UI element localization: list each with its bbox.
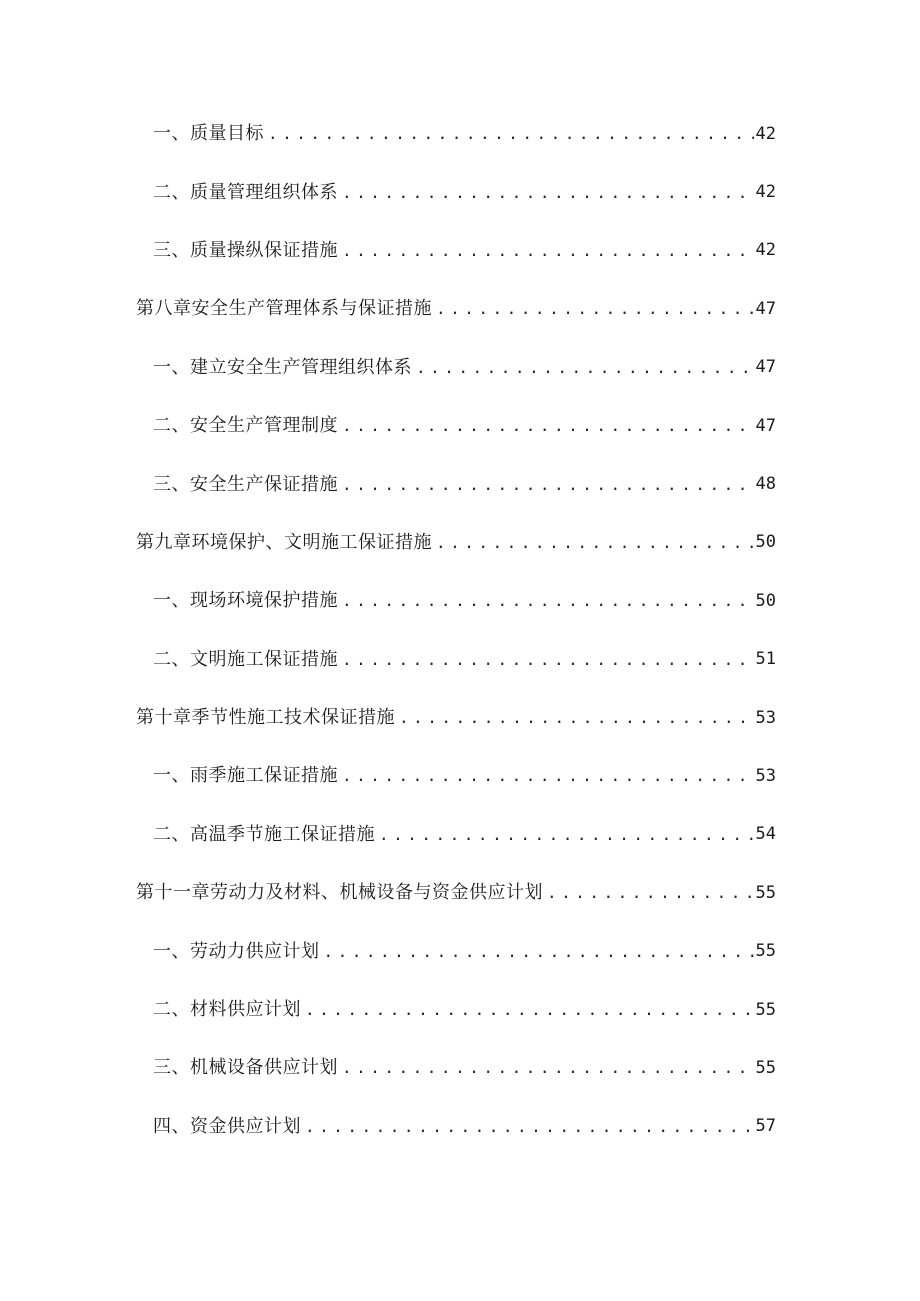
toc-entry-title: 第十章季节性施工技术保证措施 bbox=[136, 707, 395, 729]
toc-entry-title: 二、高温季节施工保证措施 bbox=[153, 823, 375, 845]
toc-section-entry[interactable] bbox=[0, 922, 776, 980]
toc-entry-title: 二、文明施工保证措施 bbox=[153, 648, 338, 670]
toc-chapter-entry[interactable] bbox=[0, 514, 776, 572]
toc-entry-page-number: 53 bbox=[755, 707, 776, 728]
dot-leader bbox=[342, 418, 754, 434]
toc-entry-page-number: 51 bbox=[755, 649, 776, 670]
dot-leader bbox=[305, 1119, 754, 1135]
toc-section-entry[interactable] bbox=[0, 163, 776, 221]
toc-entry-title: 二、质量管理组织体系 bbox=[153, 181, 338, 203]
toc-section-entry[interactable] bbox=[0, 1098, 776, 1156]
toc-section-entry[interactable] bbox=[0, 631, 776, 689]
dot-leader bbox=[305, 1002, 754, 1018]
toc-chapter-entry[interactable] bbox=[0, 280, 776, 338]
toc-entry-title: 三、机械设备供应计划 bbox=[153, 1057, 338, 1079]
toc-section-entry[interactable] bbox=[0, 455, 776, 513]
dot-leader bbox=[324, 944, 754, 960]
toc-entry-title: 第十一章劳动力及材料、机械设备与资金供应计划 bbox=[136, 882, 543, 904]
dot-leader bbox=[268, 126, 754, 142]
dot-leader bbox=[342, 768, 754, 784]
toc-entry-title: 一、劳动力供应计划 bbox=[153, 940, 320, 962]
dot-leader bbox=[342, 593, 754, 609]
toc-entry-page-number: 47 bbox=[755, 357, 776, 378]
toc-entry-page-number: 50 bbox=[755, 590, 776, 611]
toc-entry-page-number: 57 bbox=[755, 1116, 776, 1137]
dot-leader bbox=[436, 301, 754, 317]
toc-entry-page-number: 50 bbox=[755, 532, 776, 553]
toc-entry-title: 一、质量目标 bbox=[153, 123, 264, 145]
dot-leader bbox=[416, 360, 754, 376]
toc-chapter-entry[interactable] bbox=[0, 689, 776, 747]
toc-section-entry[interactable] bbox=[0, 222, 776, 280]
toc-entry-title: 三、安全生产保证措施 bbox=[153, 473, 338, 495]
toc-entry-page-number: 55 bbox=[755, 882, 776, 903]
toc-entry-title: 第九章环境保护、文明施工保证措施 bbox=[136, 531, 432, 553]
toc-entry-page-number: 48 bbox=[755, 474, 776, 495]
dot-leader bbox=[342, 477, 754, 493]
toc-entry-page-number: 53 bbox=[755, 765, 776, 786]
toc-entry-page-number: 55 bbox=[755, 941, 776, 962]
toc-entry-page-number: 55 bbox=[755, 999, 776, 1020]
dot-leader bbox=[342, 652, 754, 668]
toc-entry-page-number: 54 bbox=[755, 824, 776, 845]
toc-entry-title: 二、材料供应计划 bbox=[153, 999, 301, 1021]
toc-section-entry[interactable] bbox=[0, 1039, 776, 1097]
toc-entry-title: 二、安全生产管理制度 bbox=[153, 415, 338, 437]
dot-leader bbox=[342, 1060, 754, 1076]
toc-entry-page-number: 55 bbox=[755, 1057, 776, 1078]
toc-entry-page-number: 42 bbox=[755, 182, 776, 203]
dot-leader bbox=[547, 885, 754, 901]
toc-entry-title: 三、质量操纵保证措施 bbox=[153, 239, 338, 261]
toc-section-entry[interactable] bbox=[0, 572, 776, 630]
dot-leader bbox=[436, 535, 754, 551]
dot-leader bbox=[399, 710, 754, 726]
toc-entry-page-number: 47 bbox=[755, 415, 776, 436]
dot-leader bbox=[379, 827, 754, 843]
toc-entry-page-number: 42 bbox=[755, 240, 776, 261]
toc-entry-title: 四、资金供应计划 bbox=[153, 1115, 301, 1137]
toc-entry-page-number: 42 bbox=[755, 123, 776, 144]
toc-section-entry[interactable] bbox=[0, 806, 776, 864]
toc-chapter-entry[interactable] bbox=[0, 864, 776, 922]
toc-section-entry[interactable] bbox=[0, 397, 776, 455]
toc-section-entry[interactable] bbox=[0, 339, 776, 397]
toc-entry-title: 一、雨季施工保证措施 bbox=[153, 765, 338, 787]
dot-leader bbox=[342, 185, 754, 201]
toc-section-entry[interactable] bbox=[0, 981, 776, 1039]
toc-section-entry[interactable] bbox=[0, 747, 776, 805]
toc-section-entry[interactable] bbox=[0, 105, 776, 163]
toc-entry-title: 一、现场环境保护措施 bbox=[153, 590, 338, 612]
toc-entry-page-number: 47 bbox=[755, 298, 776, 319]
toc-entry-title: 一、建立安全生产管理组织体系 bbox=[153, 356, 412, 378]
dot-leader bbox=[342, 243, 754, 259]
table-of-contents bbox=[0, 105, 920, 1156]
toc-entry-title: 第八章安全生产管理体系与保证措施 bbox=[136, 298, 432, 320]
